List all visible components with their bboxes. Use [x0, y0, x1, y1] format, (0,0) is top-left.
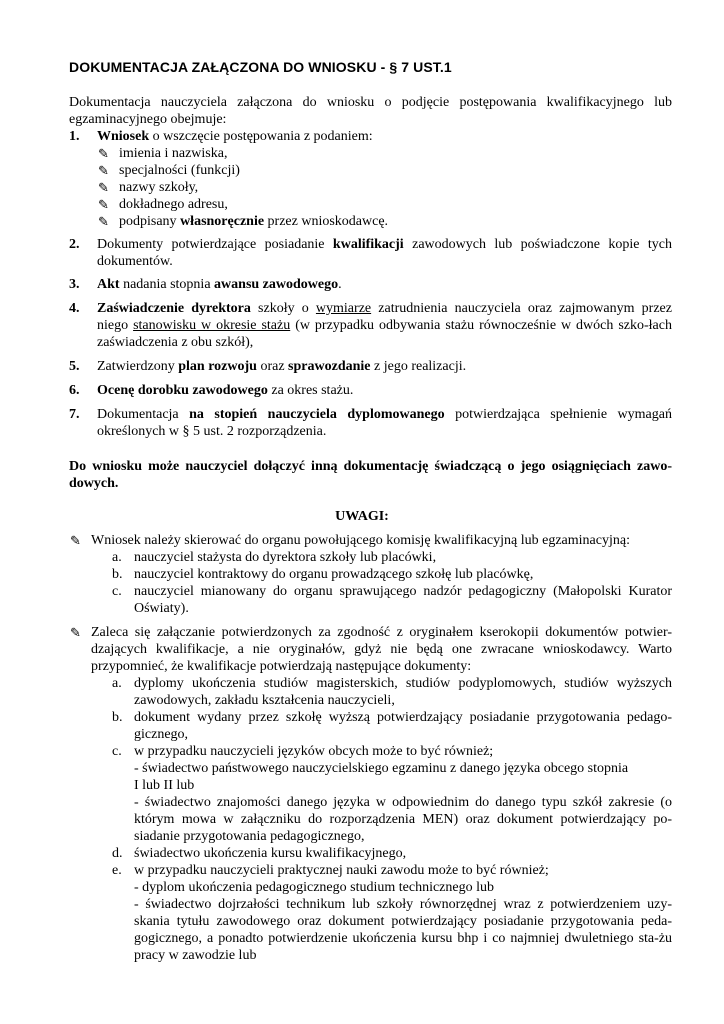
- item-3-number: 3.: [69, 277, 80, 292]
- item-4-text: Zaświadczenie dyrektora szkoły o wymiarze zatrudnienia nauczyciela oraz zajmowanym przez niego stanowisku w okresie stażu (w przypadku odbywania stażu równocześnie w dwóch szko-łach zaświadczenia z obu szkół),: [97, 301, 672, 350]
- note-1-point-c: nauczyciel mianowany do organu sprawującego nadzór pedagogiczny (Małopolski Kurator Oświaty).: [134, 584, 672, 616]
- item-3-text: Akt nadania stopnia awansu zawodowego.: [97, 277, 342, 292]
- note-2-letter-e: e.: [112, 863, 122, 878]
- note-1-text: Wniosek należy skierować do organu powołującego komisję kwalifikacyjną lub egzaminacyjną:: [91, 533, 630, 548]
- item-7-number: 7.: [69, 407, 80, 422]
- pencil-icon: ✎: [98, 197, 109, 212]
- notes-heading: UWAGI:: [335, 509, 389, 524]
- note-2-c-line-1: - świadectwo państwowego nauczycielskiego egzaminu z danego języka obcego stopnia: [134, 761, 629, 776]
- note-2-c-line-2: I lub II lub: [134, 778, 195, 793]
- note-2-point-a: dyplomy ukończenia studiów magisterskich, studiów podyplomowych, studiów wyższych zawodowych, zakładu kształcenia nauczycieli,: [134, 676, 672, 708]
- note-1-letter-b: b.: [112, 567, 123, 582]
- item-6-text: Ocenę dorobku zawodowego za okres stażu.: [97, 383, 354, 398]
- item-1-sub-3: nazwy szkoły,: [119, 180, 199, 195]
- note-1-letter-a: a.: [112, 550, 122, 565]
- note-2-point-e: w przypadku nauczycieli praktycznej nauki zawodu może to być również;: [134, 863, 549, 878]
- item-1-text: [97, 128, 672, 145]
- item-1-sub-2: specjalności (funkcji): [119, 163, 240, 178]
- item-1-bold: Wniosek: [97, 129, 150, 144]
- item-2-text: Dokumenty potwierdzające posiadanie kwalifikacji zawodowych lub poświadczone kopie tych dokumentów.: [97, 237, 672, 269]
- pencil-icon: ✎: [70, 625, 81, 640]
- item-4-number: 4.: [69, 301, 80, 316]
- item-7-text: Dokumentacja na stopień nauczyciela dyplomowanego potwierdzająca spełnienie wymagań określonych w § 5 ust. 2 rozporządzenia.: [97, 407, 672, 439]
- item-1-sub-4: dokładnego adresu,: [119, 197, 228, 212]
- item-1-rest: o wszczęcie postępowania z podaniem:: [149, 129, 373, 144]
- note-2-point-d: świadectwo ukończenia kursu kwalifikacyjnego,: [134, 846, 407, 861]
- closing-paragraph: Do wniosku może nauczyciel dołączyć inną dokumentację świadczącą o jego osiągnięciach zawo-dowych.: [69, 459, 672, 491]
- note-2-letter-d: d.: [112, 846, 123, 861]
- item-1-sub-1: imienia i nazwiska,: [119, 146, 228, 161]
- page-title: DOKUMENTACJA ZAŁĄCZONA DO WNIOSKU - § 7 UST.1: [69, 59, 452, 75]
- pencil-icon: ✎: [98, 163, 109, 178]
- note-2-point-b: dokument wydany przez szkołę wyższą potwierdzający posiadanie przygotowania pedago-gicznego,: [134, 710, 672, 742]
- item-5-number: 5.: [69, 359, 80, 374]
- note-2-e-line-2: - świadectwo dojrzałości technikum lub szkoły równorzędnej wraz z potwierdzeniem uzy-skania tytułu zawodowego oraz dokument potwierdzający posiadanie przygotowania peda-gogicznego, a ponadto potwierdzenie ukończenia kursu bhp i co najmniej dwuletniego sta-żu pracy w zawodzie lub: [134, 897, 672, 963]
- item-6-number: 6.: [69, 383, 80, 398]
- item-5-text: Zatwierdzony plan rozwoju oraz sprawozdanie z jego realizacji.: [97, 359, 467, 374]
- note-1-letter-c: c.: [112, 584, 122, 599]
- note-2-letter-b: b.: [112, 710, 123, 725]
- note-1-point-b: nauczyciel kontraktowy do organu prowadzącego szkołę lub placówkę,: [134, 567, 534, 582]
- note-2-letter-c: c.: [112, 744, 122, 759]
- item-2-number: 2.: [69, 237, 80, 252]
- pencil-icon: ✎: [70, 533, 81, 548]
- note-2-c-line-3: - świadectwo znajomości danego języka w odpowiednim do danego typu szkół zakresie (o którym mowa w załączniku do rozporządzenia MEN) oraz dokument potwierdzający po-siadanie przygotowania pedagogicznego,: [134, 795, 672, 844]
- note-1-point-a: nauczyciel stażysta do dyrektora szkoły lub placówki,: [134, 550, 437, 565]
- item-1-sub-5: podpisany własnoręcznie przez wnioskodawcę.: [119, 214, 389, 229]
- note-2-e-line-1: - dyplom ukończenia pedagogicznego studium technicznego lub: [134, 880, 495, 895]
- pencil-icon: ✎: [98, 180, 109, 195]
- intro-paragraph: Dokumentacja nauczyciela załączona do wniosku o podjęcie postępowania kwalifikacyjnego lub egzaminacyjnego obejmuje:: [69, 95, 672, 127]
- note-2-text: Zaleca się załączanie potwierdzonych za zgodność z oryginałem kserokopii dokumentów potwier-dzających kwalifikacje, a nie oryginałów, gdyż nie będą one zwracane wnioskodawcy. Warto przypomnieć, że kwalifikacje potwierdzają następujące dokumenty:: [91, 625, 672, 674]
- note-2-letter-a: a.: [112, 676, 122, 691]
- pencil-icon: ✎: [98, 214, 109, 229]
- item-1-number: 1.: [69, 129, 80, 144]
- pencil-icon: ✎: [98, 146, 109, 161]
- note-2-point-c: w przypadku nauczycieli języków obcych może to być również;: [134, 744, 494, 759]
